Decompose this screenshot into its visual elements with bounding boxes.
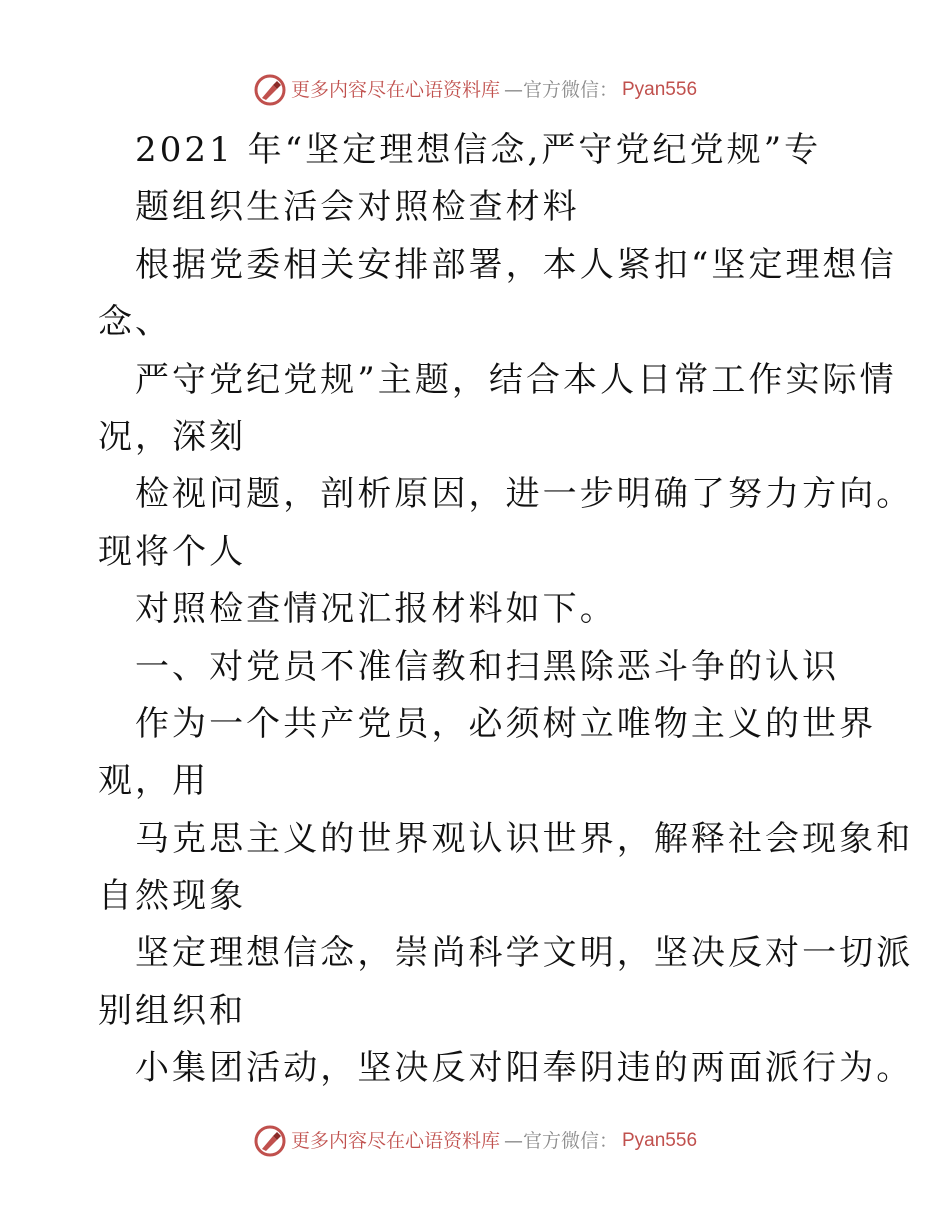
watermark-wechat-id: Pyan556 <box>622 79 698 100</box>
header-watermark <box>0 73 950 107</box>
watermark-main-text: 更多内容尽在心语资料库 <box>290 1130 500 1152</box>
title-line-1: 2021 年“坚定理想信念,严守党纪党规”专 <box>135 130 822 170</box>
paragraph-line: 严守党纪党规”主题，结合本人日常工作实际情 <box>135 359 897 400</box>
paragraph-line: 观，用 <box>98 761 210 802</box>
paragraph-line: 检视问题，剖析原因，进一步明确了努力方向。 <box>135 474 914 515</box>
paragraph-line: 念、 <box>98 302 173 343</box>
title-line-2: 题组织生活会对照检查材料 <box>135 187 580 228</box>
footer-watermark <box>0 1124 950 1158</box>
watermark-separator: —官方微信： <box>503 1130 618 1152</box>
paragraph-line: 况，深刻 <box>98 416 247 457</box>
paragraph-line: 现将个人 <box>98 531 247 572</box>
pen-circle-icon <box>253 73 287 107</box>
watermark-main-text: 更多内容尽在心语资料库 <box>290 79 500 101</box>
paragraph-line: 自然现象 <box>98 876 247 917</box>
section-heading: 一、对党员不准信教和扫黑除恶斗争的认识 <box>135 646 840 687</box>
pen-circle-icon <box>253 1124 287 1158</box>
paragraph-line: 别组织和 <box>98 990 247 1031</box>
paragraph-line: 坚定理想信念，崇尚科学文明，坚决反对一切派 <box>135 933 914 974</box>
watermark-separator: —官方微信： <box>503 79 618 101</box>
document-body <box>0 122 950 1098</box>
paragraph-line: 根据党委相关安排部署，本人紧扣“坚定理想信 <box>135 244 897 285</box>
paragraph-line: 作为一个共产党员，必须树立唯物主义的世界 <box>135 703 877 744</box>
paragraph-line: 小集团活动，坚决反对阳奉阴违的两面派行为。 <box>135 1048 914 1089</box>
paragraph-line: 对照检查情况汇报材料如下。 <box>135 589 617 630</box>
watermark-wechat-id: Pyan556 <box>622 1130 698 1151</box>
paragraph-line: 马克思主义的世界观认识世界，解释社会现象和 <box>135 818 914 859</box>
